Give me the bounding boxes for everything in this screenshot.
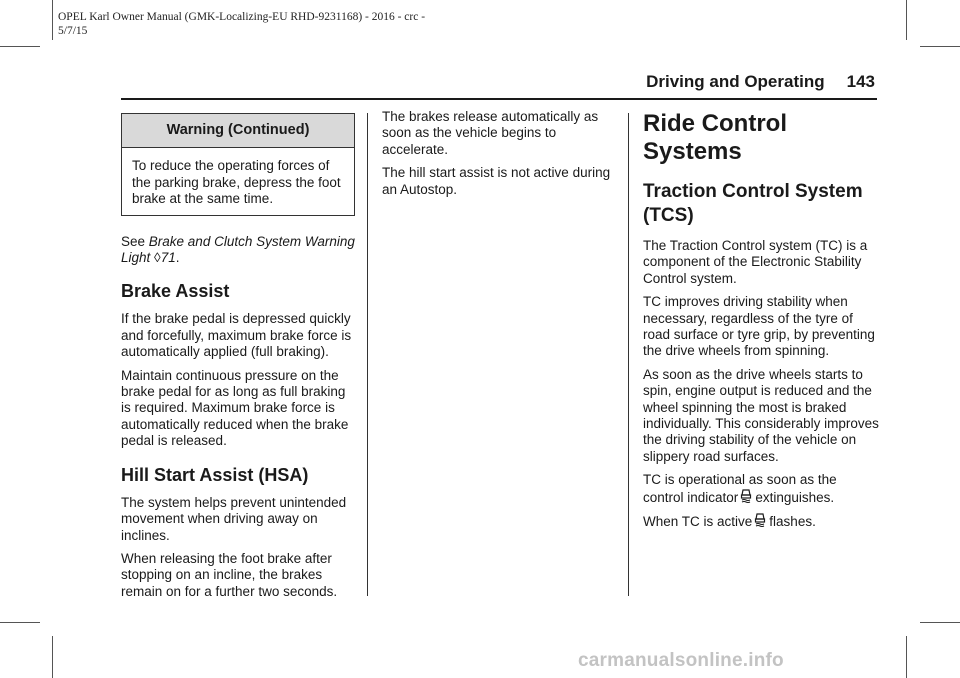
crop-mark [920,46,960,47]
warning-box [121,113,355,216]
paragraph: The Traction Control system (TC) is a component of the Electronic Stability Control system. [643,238,868,286]
watermark: carmanualsonline.info [578,650,784,671]
crop-mark [0,622,40,623]
chapter-heading: Ride Control Systems [643,110,787,165]
warning-title: Warning (Continued) [122,114,354,148]
meta-date: 5/7/15 [58,25,88,37]
see-page-ref[interactable]: 71 [160,250,176,266]
header-rule [121,98,877,100]
warning-text: To reduce the operating forces of the parking brake, depress the foot brake at the same time. [132,158,341,207]
crop-mark [52,636,53,678]
see-reference: See Brake and Clutch System Warning Light ◊71. [121,233,355,266]
column-divider [367,113,368,596]
crop-mark [0,46,40,47]
text: TC is operational as soon as the control indicator [643,472,837,505]
paragraph: The system helps prevent unintended movement when driving away on inclines. [121,494,347,543]
paragraph: When releasing the foot brake after stopping on an incline, the brakes remain on for a further two seconds. [121,550,338,599]
tcs-heading: Traction Control System (TCS) [643,181,863,226]
column-left [121,113,355,607]
paragraph: The hill start assist is not active during an Autostop. [382,165,611,197]
text: extinguishes. [755,489,835,505]
crop-mark [906,636,907,678]
brake-assist-heading: Brake Assist [121,281,230,302]
traction-control-icon [740,489,752,503]
paragraph [643,472,879,506]
column-right [643,110,879,538]
paragraph: Maintain continuous pressure on the brake pedal for as long as full braking is required. Maximum brake force is automatically reduced when the brake pedal is released. [121,367,349,449]
paragraph: The brakes release automatically as soon as the vehicle begins to accelerate. [382,109,599,157]
meta-line: OPEL Karl Owner Manual (GMK-Localizing-EU RHD-9231168) - 2016 - crc - [58,11,426,23]
text: flashes. [769,514,816,530]
text: When TC is active [643,514,753,530]
traction-control-icon [754,513,766,527]
crop-mark [52,0,53,40]
page-number: 143 [846,72,875,91]
section-title: Driving and Operating [646,72,825,91]
paragraph: As soon as the drive wheels starts to spin, engine output is reduced and the wheel spinning the most is braked individually. This considerably improves the driving stability of the vehicle on slippery road surfaces. [643,366,879,464]
see-link[interactable]: Brake and Clutch System Warning Light [121,233,355,266]
column-middle [382,109,618,205]
paragraph: TC improves driving stability when necessary, regardless of the tyre of road surface or tyre grip, by preventing the drive wheels from spinning. [643,294,875,359]
crop-mark [906,0,907,40]
column-divider [628,113,629,596]
running-head [560,72,875,92]
page-ref-icon: ◊ [154,250,161,266]
document-meta [58,10,425,38]
hsa-heading: Hill Start Assist (HSA) [121,464,309,485]
see-prefix: See [121,233,149,249]
paragraph [643,513,879,530]
paragraph: If the brake pedal is depressed quickly and forcefully, maximum brake force is automatically applied (full braking). [121,311,352,360]
crop-mark [920,622,960,623]
